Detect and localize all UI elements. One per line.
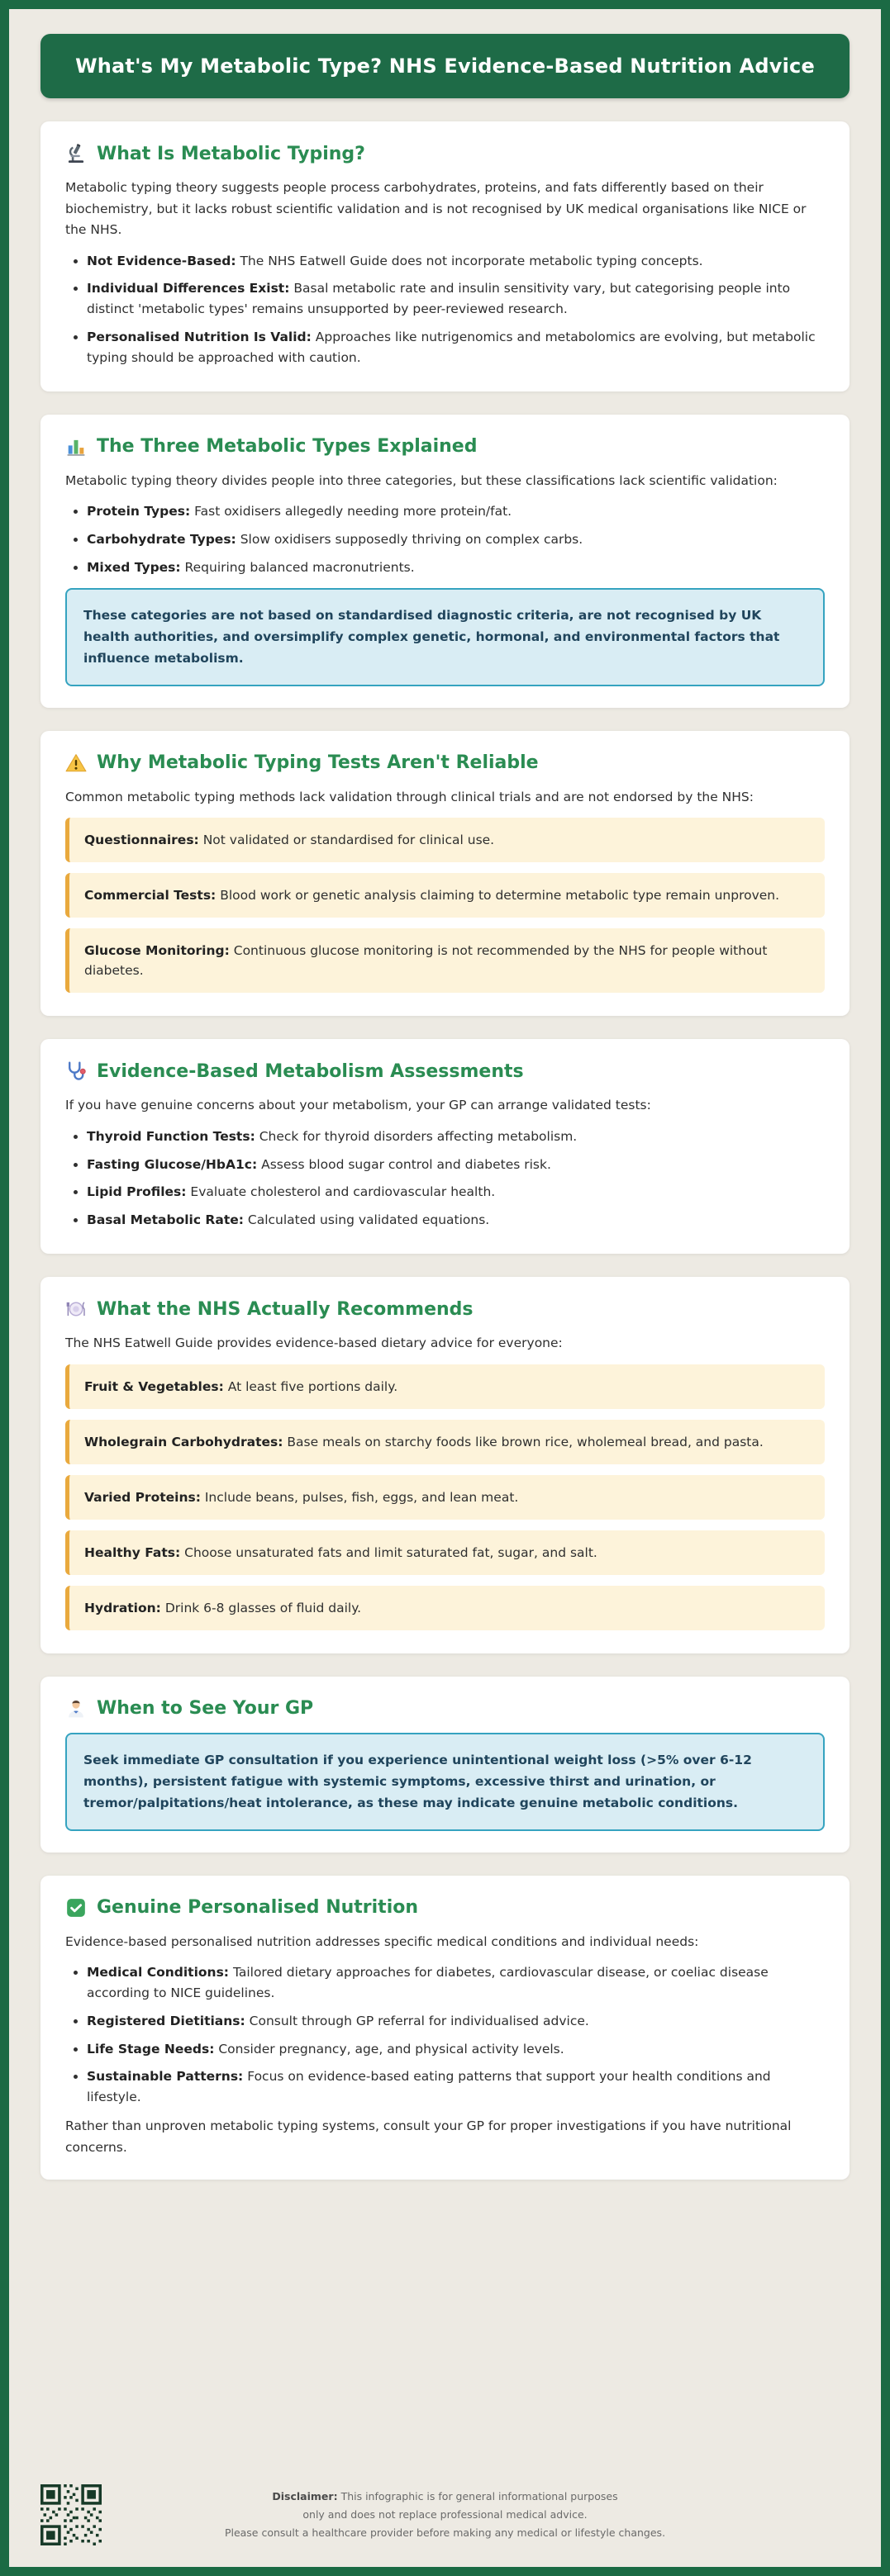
bullet-text: Consider pregnancy, age, and physical activity levels. <box>218 2041 564 2057</box>
qr-code <box>40 2484 102 2545</box>
bullet-text: The NHS Eatwell Guide does not incorporate metabolic typing concepts. <box>240 253 703 268</box>
section-heading-text: What Is Metabolic Typing? <box>97 143 365 164</box>
bullet-label: Medical Conditions: <box>87 1965 229 1981</box>
bullet-item <box>87 1210 825 1231</box>
bullet-item <box>87 1182 825 1203</box>
bullet-label: Life Stage Needs: <box>87 2041 215 2057</box>
bullet-list <box>70 251 825 368</box>
highlight-label: Glucose Monitoring: <box>84 943 230 959</box>
highlight-text: At least five portions daily. <box>227 1378 398 1394</box>
highlight-box <box>65 1364 825 1409</box>
bullet-item <box>87 251 825 272</box>
bullet-label: Thyroid Function Tests: <box>87 1128 255 1144</box>
section-nhs-recommends <box>40 1277 850 1653</box>
bullet-item <box>87 2011 825 2032</box>
section-outro: Rather than unproven metabolic typing systems, consult your GP for proper investigations if you have nutritional concerns. <box>65 2118 792 2155</box>
bullet-item <box>87 557 825 578</box>
section-heading <box>65 752 825 774</box>
gp-warning-callout: Seek immediate GP consultation if you experience unintentional weight loss (>5% over 6-12 months), persistent fatigue with systemic symptoms, excessive thirst and urination, or tremor/palpitations/heat intolerance, as these may indicate genuine metabolic conditions. <box>65 1733 825 1831</box>
bullet-text: Assess blood sugar control and diabetes risk. <box>261 1156 551 1172</box>
highlight-text: Blood work or genetic analysis claiming to determine metabolic type remain unproven. <box>220 888 780 904</box>
disclaimer <box>102 2488 788 2542</box>
section-intro: Metabolic typing theory divides people into three categories, but these classifications lack scientific validation: <box>65 472 778 488</box>
highlight-text: Include beans, pulses, fish, eggs, and lean meat. <box>204 1489 519 1505</box>
section-heading <box>65 1060 825 1082</box>
section-evidence-based-assessments <box>40 1039 850 1254</box>
highlight-text: Not validated or standardised for clinical use. <box>202 833 495 848</box>
disclaimer-label: Disclaimer: <box>272 2490 338 2503</box>
section-heading <box>65 1698 825 1720</box>
bullet-label: Not Evidence-Based: <box>87 253 236 268</box>
bullet-label: Registered Dietitians: <box>87 2013 245 2028</box>
bullet-item <box>87 1127 825 1147</box>
section-heading <box>65 1298 825 1320</box>
bullet-text: Approaches like nutrigenomics and metabolomics are evolving, but metabolic typing should be approached with caution. <box>87 330 816 365</box>
bullet-list <box>70 501 825 577</box>
section-intro: The NHS Eatwell Guide provides evidence-based dietary advice for everyone: <box>65 1335 563 1351</box>
highlight-box <box>65 1530 825 1575</box>
highlight-box <box>65 1475 825 1520</box>
section-tests-not-reliable <box>40 731 850 1017</box>
highlight-label: Healthy Fats: <box>84 1544 181 1560</box>
section-what-is-metabolic-typing <box>40 121 850 391</box>
bullet-text: Basal metabolic rate and insulin sensitivity vary, but categorising people into distinct 'metabolic types' remains unsupported by peer-reviewed research. <box>87 281 791 317</box>
bullet-item <box>87 529 825 550</box>
header-banner <box>40 34 850 98</box>
section-intro: Evidence-based personalised nutrition addresses specific medical conditions and individual needs: <box>65 1933 699 1949</box>
section-heading-text: Evidence-Based Metabolism Assessments <box>97 1060 524 1082</box>
bullet-text: Fast oxidisers allegedly needing more protein/fat. <box>194 504 512 519</box>
bullet-label: Personalised Nutrition Is Valid: <box>87 330 312 345</box>
section-three-metabolic-types <box>40 415 850 708</box>
page-title: What's My Metabolic Type? NHS Evidence-Based Nutrition Advice <box>75 55 815 78</box>
bullet-label: Basal Metabolic Rate: <box>87 1212 244 1228</box>
disclaimer-line3: Please consult a healthcare provider before making any medical or lifestyle changes. <box>224 2526 666 2539</box>
disclaimer-line1: This infographic is for general informational purposes <box>340 2490 618 2503</box>
highlight-box <box>65 818 825 862</box>
highlight-box <box>65 1586 825 1630</box>
bullet-label: Carbohydrate Types: <box>87 532 236 548</box>
highlight-label: Questionnaires: <box>84 833 199 848</box>
section-when-to-see-gp <box>40 1677 850 1853</box>
bullet-label: Mixed Types: <box>87 559 181 575</box>
bullet-label: Protein Types: <box>87 504 191 519</box>
bullet-item <box>87 278 825 320</box>
section-intro: Metabolic typing theory suggests people process carbohydrates, proteins, and fats differently based on their biochemistry, but it lacks robust scientific validation and is not recognised by UK medical organisations like NICE or the NHS. <box>65 180 807 238</box>
section-intro: If you have genuine concerns about your metabolism, your GP can arrange validated tests: <box>65 1098 651 1113</box>
section-intro: Common metabolic typing methods lack validation through clinical trials and are not endorsed by the NHS: <box>65 789 754 804</box>
highlight-text: Base meals on starchy foods like brown rice, wholemeal bread, and pasta. <box>287 1434 764 1449</box>
section-heading <box>65 1897 825 1919</box>
highlight-text: Continuous glucose monitoring is not recommended by the NHS for people without diabetes. <box>84 943 768 979</box>
section-genuine-personalised-nutrition <box>40 1876 850 2180</box>
microscope-icon <box>65 143 87 164</box>
bullet-text: Slow oxidisers supposedly thriving on complex carbs. <box>240 532 583 548</box>
highlight-label: Commercial Tests: <box>84 888 217 904</box>
warning-icon <box>65 752 87 774</box>
bullet-text: Calculated using validated equations. <box>247 1212 490 1228</box>
highlight-label: Fruit & Vegetables: <box>84 1378 224 1394</box>
section-heading <box>65 436 825 458</box>
bullet-item <box>87 2039 825 2060</box>
stethoscope-icon <box>65 1060 87 1082</box>
section-heading-text: What the NHS Actually Recommends <box>97 1298 474 1320</box>
bullet-text: Check for thyroid disorders affecting metabolism. <box>259 1128 578 1144</box>
bullet-label: Fasting Glucose/HbA1c: <box>87 1156 258 1172</box>
section-heading-text: Why Metabolic Typing Tests Aren't Reliable <box>97 752 539 774</box>
doctor-icon <box>65 1698 87 1720</box>
bullet-list <box>70 1962 825 2108</box>
section-heading-text: Genuine Personalised Nutrition <box>97 1897 419 1919</box>
footer <box>40 2471 850 2545</box>
highlight-box <box>65 928 825 993</box>
bullet-label: Individual Differences Exist: <box>87 281 290 297</box>
highlight-text: Choose unsaturated fats and limit saturated fat, sugar, and salt. <box>184 1544 597 1560</box>
bullet-text: Consult through GP referral for individualised advice. <box>249 2013 589 2028</box>
info-callout: These categories are not based on standardised diagnostic criteria, are not recognised by UK health authorities, and oversimplify complex genetic, hormonal, and environmental factors that influence metabolism. <box>65 588 825 686</box>
bullet-item <box>87 2066 825 2108</box>
section-heading-text: The Three Metabolic Types Explained <box>97 436 478 458</box>
bullet-label: Lipid Profiles: <box>87 1184 187 1200</box>
bullet-item <box>87 1155 825 1175</box>
highlight-label: Varied Proteins: <box>84 1489 201 1505</box>
bullet-item <box>87 1962 825 2004</box>
bullet-item <box>87 327 825 368</box>
highlight-text: Drink 6-8 glasses of fluid daily. <box>164 1600 362 1615</box>
bullet-text: Focus on evidence-based eating patterns that support your health conditions and lifestyle. <box>87 2069 771 2105</box>
section-heading-text: When to See Your GP <box>97 1698 314 1720</box>
highlight-label: Hydration: <box>84 1600 161 1615</box>
check-icon <box>65 1897 87 1919</box>
highlight-label: Wholegrain Carbohydrates: <box>84 1434 283 1449</box>
highlight-box <box>65 1420 825 1464</box>
bullet-text: Requiring balanced macronutrients. <box>184 559 415 575</box>
bar-chart-icon <box>65 436 87 458</box>
bullet-list <box>70 1127 825 1231</box>
section-heading <box>65 143 825 164</box>
bullet-text: Tailored dietary approaches for diabetes, cardiovascular disease, or coeliac disease according to NICE guidelines. <box>87 1965 769 2001</box>
plate-icon <box>65 1298 87 1320</box>
bullet-label: Sustainable Patterns: <box>87 2069 244 2085</box>
bullet-item <box>87 501 825 522</box>
highlight-box <box>65 873 825 918</box>
bullet-text: Evaluate cholesterol and cardiovascular health. <box>190 1184 496 1200</box>
disclaimer-line2: only and does not replace professional medical advice. <box>302 2508 588 2521</box>
